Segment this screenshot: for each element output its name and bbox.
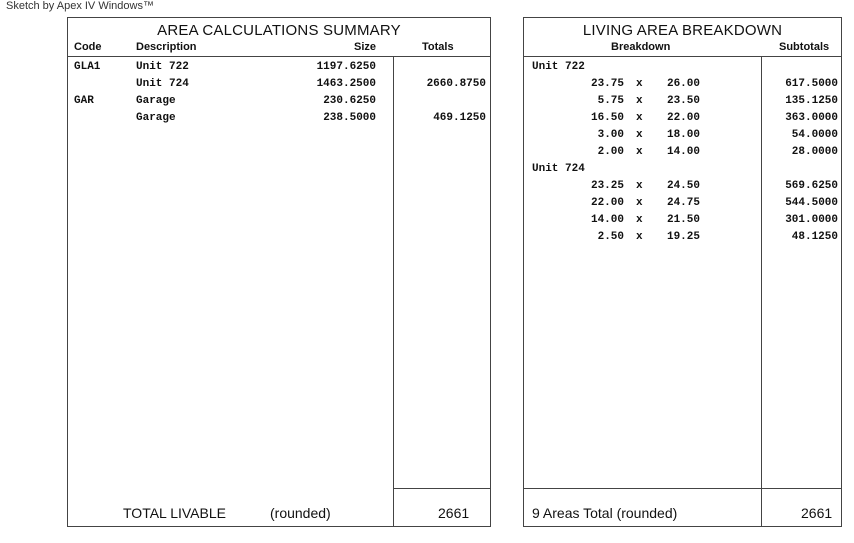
dimension-a: 22.00 (590, 197, 624, 209)
dimension-b: 21.50 (666, 214, 700, 226)
times-sign: x (636, 129, 643, 141)
subtotal-cell: 617.5000 (785, 78, 838, 90)
times-sign: x (636, 197, 643, 209)
times-sign: x (636, 78, 643, 90)
summary-description-cell: Garage (136, 112, 176, 124)
summary-description-cell: Unit 724 (136, 78, 189, 90)
times-sign: x (636, 112, 643, 124)
living-area-panel (523, 17, 842, 527)
dimension-a: 2.50 (597, 231, 624, 243)
subtotal-cell: 135.1250 (785, 95, 838, 107)
breakdown-header: Breakdown (611, 41, 671, 53)
subtotal-cell: 544.5000 (785, 197, 838, 209)
summary-description-cell: Unit 722 (136, 61, 189, 73)
dimension-b: 14.00 (666, 146, 700, 158)
summary-description-cell: Garage (136, 95, 176, 107)
dimension-a: 14.00 (590, 214, 624, 226)
group-label: Unit 724 (532, 163, 585, 175)
footer-divider (393, 488, 490, 489)
areas-total-value: 2661 (801, 505, 833, 521)
total-livable-label: TOTAL LIVABLE (123, 505, 226, 521)
dimension-b: 19.25 (666, 231, 700, 243)
summary-size-cell: 1463.2500 (316, 78, 376, 90)
subtotals-column-divider (761, 56, 762, 526)
subtotals-header: Subtotals (779, 41, 830, 53)
dimension-b: 22.00 (666, 112, 700, 124)
dimension-a: 23.75 (590, 78, 624, 90)
dimension-a: 23.25 (590, 180, 624, 192)
areas-total-label: 9 Areas Total (rounded) (532, 505, 678, 521)
description-header: Description (136, 41, 197, 53)
code-header: Code (74, 41, 102, 53)
dimension-b: 26.00 (666, 78, 700, 90)
total-livable-note: (rounded) (270, 505, 331, 521)
dimension-a: 3.00 (597, 129, 624, 141)
dimension-a: 5.75 (597, 95, 624, 107)
size-header: Size (353, 41, 376, 53)
totals-header: Totals (422, 41, 454, 53)
subtotal-cell: 28.0000 (791, 146, 838, 158)
footer-divider (524, 488, 841, 489)
dimension-a: 16.50 (590, 112, 624, 124)
dimension-b: 24.50 (666, 180, 700, 192)
header-divider (524, 56, 841, 57)
summary-code-cell: GLA1 (74, 61, 101, 73)
dimension-b: 23.50 (666, 95, 700, 107)
times-sign: x (636, 180, 643, 192)
group-label: Unit 722 (532, 61, 585, 73)
dimension-b: 18.00 (666, 129, 700, 141)
summary-size-cell: 238.5000 (323, 112, 376, 124)
subtotal-cell: 48.1250 (791, 231, 838, 243)
header-divider (68, 56, 490, 57)
area-summary-panel (67, 17, 491, 527)
breakdown-title: LIVING AREA BREAKDOWN (582, 22, 783, 39)
summary-size-cell: 1197.6250 (316, 61, 376, 73)
dimension-a: 2.00 (597, 146, 624, 158)
subtotal-cell: 569.6250 (785, 180, 838, 192)
total-livable-value: 2661 (438, 505, 470, 521)
times-sign: x (636, 231, 643, 243)
summary-code-cell: GAR (74, 95, 94, 107)
subtotal-cell: 54.0000 (791, 129, 838, 141)
credit-text: Sketch by Apex IV Windows™ (6, 0, 154, 12)
totals-column-divider (393, 56, 394, 526)
subtotal-cell: 363.0000 (785, 112, 838, 124)
summary-title: AREA CALCULATIONS SUMMARY (157, 22, 401, 39)
summary-size-cell: 230.6250 (323, 95, 376, 107)
times-sign: x (636, 214, 643, 226)
dimension-b: 24.75 (666, 197, 700, 209)
subtotal-cell: 301.0000 (785, 214, 838, 226)
times-sign: x (636, 95, 643, 107)
summary-total-cell: 2660.8750 (426, 78, 486, 90)
summary-total-cell: 469.1250 (433, 112, 486, 124)
times-sign: x (636, 146, 643, 158)
